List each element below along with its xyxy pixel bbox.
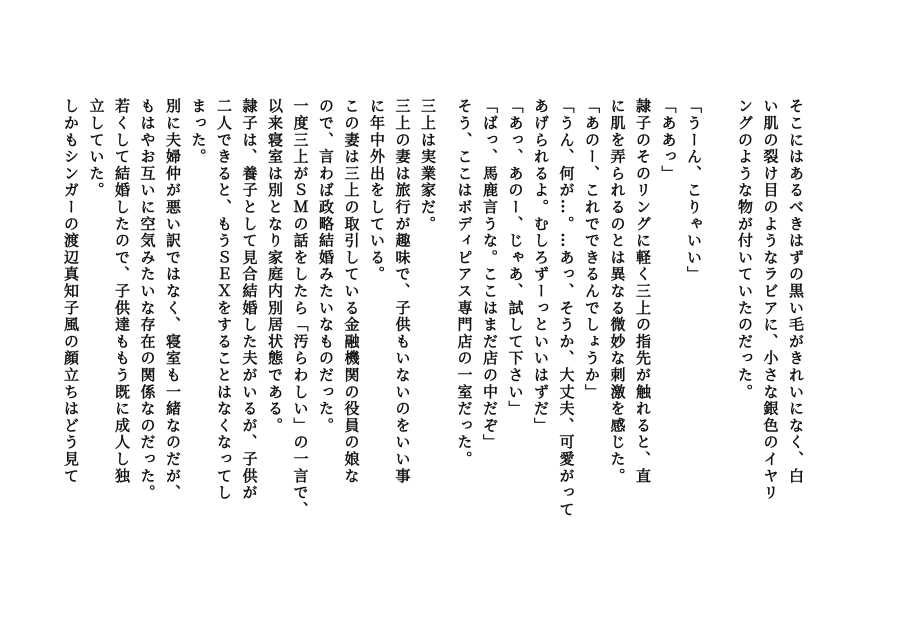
text-column: そう、ここはボディピアス専門店の一室だった。 bbox=[455, 98, 474, 468]
text-column: 「ああっ」 bbox=[659, 98, 678, 182]
text-column: に肌を弄られるのとは異なる微妙な刺激を感じた。 bbox=[608, 98, 627, 485]
text-column: 「うーん、こりゃいい」 bbox=[685, 98, 703, 283]
text-column: まった。 bbox=[189, 98, 208, 166]
text-column: 「あっ、あのー、じゃあ、試して下さい」 bbox=[506, 98, 525, 418]
lower-text-block bbox=[58, 98, 441, 568]
upper-text-block bbox=[451, 98, 808, 568]
text-column: 「うん、何が…。…あっ、そうか、大丈夫、可愛がって bbox=[557, 98, 576, 518]
text-column: 別に夫婦仲が悪い訳ではなく、寝室も一緒なのだが、 bbox=[164, 98, 182, 502]
text-column: 「ばっ、馬鹿言うな。ここはまだ店の中だぞ」 bbox=[481, 98, 499, 451]
blank-column bbox=[706, 98, 732, 568]
text-column: 三上の妻は旅行が趣味で、子供もいないのをいい事 bbox=[393, 98, 412, 485]
text-column: に年中外出をしている。 bbox=[368, 98, 386, 283]
text-column: 「あのー、これでできるんでしょうか」 bbox=[583, 98, 601, 401]
text-column: しかもシンガーの渡辺真知子風の顔立ちはどう見て bbox=[62, 98, 80, 485]
text-column: もはやお互いに空気みたいな存在の関係なのだった。 bbox=[138, 98, 157, 502]
text-column: ングのような物が付いていたのだった。 bbox=[736, 98, 754, 401]
text-column: 立していた。 bbox=[87, 98, 106, 199]
text-column: 隷子のそのリングに軽く三上の指先が触れると、直 bbox=[634, 98, 652, 485]
text-column: 二人できると、もうＳＥＸをすることはなくなってし bbox=[215, 98, 233, 502]
text-column: 三上は実業家だ。 bbox=[419, 98, 437, 233]
text-column: 若くして結婚したので、子供達ももう既に成人し独 bbox=[113, 98, 131, 485]
text-column: 以来寝室は別となり家庭内別居状態である。 bbox=[266, 98, 284, 434]
text-column: 隷子は、養子として見合結婚した夫がいるが、子供が bbox=[240, 98, 259, 502]
text-column: ので、言わば政略結婚みたいなものだった。 bbox=[317, 98, 335, 434]
text-column: この妻は三上の取引している金融機関の役員の娘な bbox=[342, 98, 361, 485]
text-column: あげられるよ。むしろずーっといいはずだ」 bbox=[532, 98, 550, 434]
text-column: そこにはあるべきはずの黒い毛がきれいになく、白 bbox=[787, 98, 805, 485]
text-column: い肌の裂け目のようなラビアに、小さな銀色のイヤリ bbox=[761, 98, 780, 502]
text-column: 一度三上がＳＭの話をしたら「汚らわしい」の一言で、 bbox=[291, 98, 310, 518]
